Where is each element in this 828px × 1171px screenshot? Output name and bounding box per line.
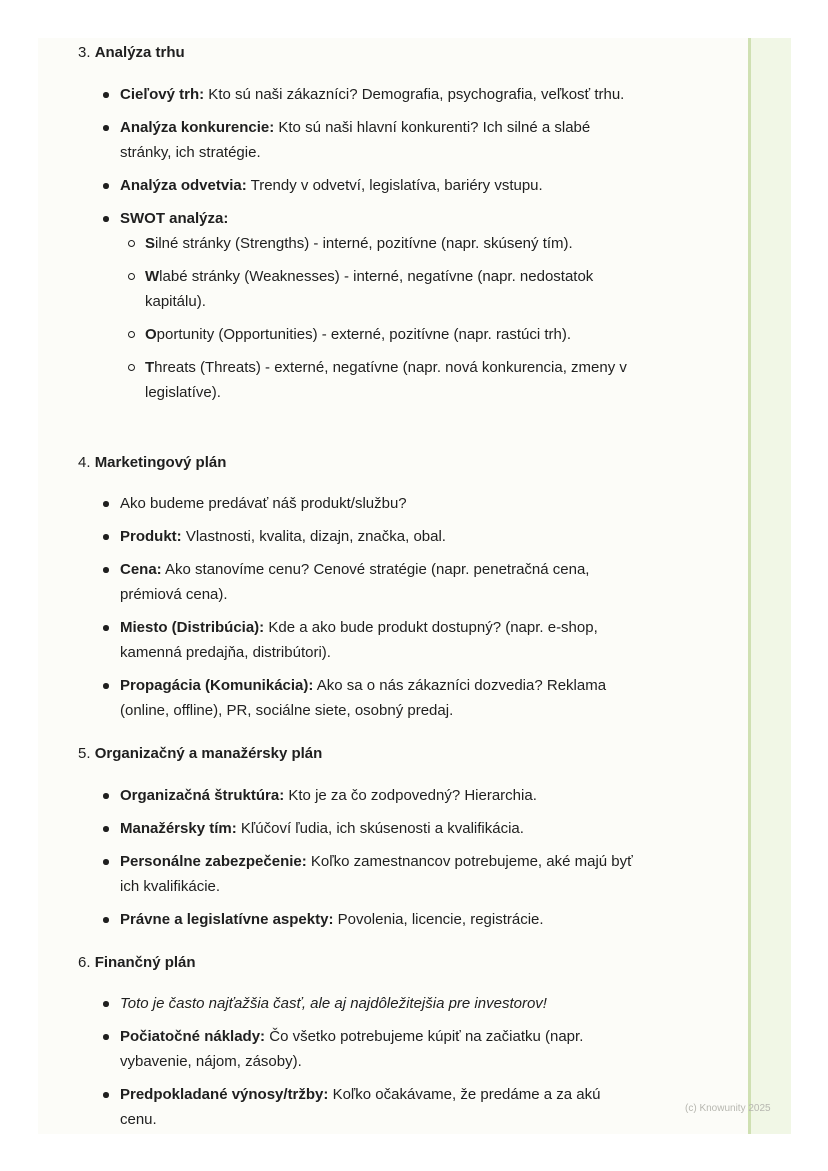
section-title: Marketingový plán bbox=[94, 454, 227, 471]
list-item bbox=[78, 491, 640, 516]
section-list bbox=[78, 82, 678, 413]
list-item bbox=[78, 783, 640, 808]
list-item bbox=[78, 849, 640, 899]
item-text: Ako budeme predávať náš produkt/službu? bbox=[120, 495, 407, 512]
section-title: Analýza trhu bbox=[94, 44, 185, 61]
item-label: Manažérsky tím: bbox=[120, 820, 237, 837]
item-text: Ako sa o nás zákazníci dozvedia? Reklama (online, offline), PR, sociálne siete, osobný predaj. bbox=[120, 677, 607, 719]
document-page bbox=[38, 38, 748, 1134]
sublist-item bbox=[120, 231, 640, 256]
item-label: Propagácia (Komunikácia): bbox=[120, 677, 314, 694]
item-text: Kde a ako bude produkt dostupný? (napr. e-shop, kamenná predajňa, distribútori). bbox=[120, 619, 598, 661]
item-note: Toto je často najťažšia časť, ale aj najdôležitejšia pre investorov! bbox=[120, 995, 547, 1012]
list-item bbox=[78, 115, 640, 165]
list-item bbox=[78, 1082, 640, 1132]
item-text: Vlastnosti, kvalita, dizajn, značka, obal. bbox=[181, 528, 446, 545]
section-heading bbox=[78, 950, 196, 975]
list-item bbox=[78, 206, 640, 405]
section-number: 6. bbox=[78, 954, 91, 971]
item-text: Kto sú naši zákazníci? Demografia, psychografia, veľkosť trhu. bbox=[204, 86, 625, 103]
swot-letter: O bbox=[145, 326, 157, 343]
item-text: Povolenia, licencie, registrácie. bbox=[333, 911, 544, 928]
item-label: Cena: bbox=[120, 561, 162, 578]
item-text: Kto je za čo zodpovedný? Hierarchia. bbox=[284, 787, 537, 804]
item-text: hreats (Threats) - externé, negatívne (napr. nová konkurencia, zmeny v legislatíve). bbox=[145, 359, 627, 401]
swot-letter: T bbox=[145, 359, 155, 376]
list-item bbox=[78, 816, 640, 841]
section-title: Organizačný a manažérsky plán bbox=[94, 745, 323, 762]
section-title: Finančný plán bbox=[94, 954, 196, 971]
section-number: 4. bbox=[78, 454, 91, 471]
section-heading bbox=[78, 450, 226, 475]
sublist-item bbox=[120, 264, 640, 314]
item-label: Cieľový trh: bbox=[120, 86, 205, 103]
item-label: Predpokladané výnosy/tržby: bbox=[120, 1086, 329, 1103]
sublist-item bbox=[120, 355, 640, 405]
list-item bbox=[78, 524, 640, 549]
item-text: Trendy v odvetví, legislatíva, bariéry vstupu. bbox=[246, 177, 543, 194]
item-text: Ako stanovíme cenu? Cenové stratégie (napr. penetračná cena, prémiová cena). bbox=[120, 561, 590, 603]
list-item bbox=[78, 173, 640, 198]
section-list bbox=[78, 491, 678, 731]
list-item bbox=[78, 557, 640, 607]
item-text: Koľko zamestnancov potrebujeme, aké majú byť ich kvalifikácie. bbox=[120, 853, 633, 895]
item-text: labé stránky (Weaknesses) - interné, negatívne (napr. nedostatok kapitálu). bbox=[145, 268, 594, 310]
list-item bbox=[78, 907, 640, 932]
list-item bbox=[78, 991, 640, 1016]
swot-sublist bbox=[120, 231, 640, 405]
item-label: Analýza konkurencie: bbox=[120, 119, 275, 136]
item-label: Počiatočné náklady: bbox=[120, 1028, 266, 1045]
item-text: portunity (Opportunities) - externé, pozitívne (napr. rastúci trh). bbox=[156, 326, 572, 343]
item-label: Organizačná štruktúra: bbox=[120, 787, 285, 804]
item-text: Koľko očakávame, že predáme a za akú cenu. bbox=[120, 1086, 601, 1128]
list-item bbox=[78, 673, 640, 723]
list-item bbox=[78, 615, 640, 665]
item-label: Personálne zabezpečenie: bbox=[120, 853, 307, 870]
swot-letter: S bbox=[145, 235, 156, 252]
copyright-footer: (c) Knowunity 2025 bbox=[685, 1103, 771, 1114]
item-label: Právne a legislatívne aspekty: bbox=[120, 911, 334, 928]
section-number: 3. bbox=[78, 44, 91, 61]
section-list bbox=[78, 783, 678, 940]
swot-letter: W bbox=[145, 268, 160, 285]
item-text: Kľúčoví ľudia, ich skúsenosti a kvalifikácia. bbox=[236, 820, 524, 837]
section-heading bbox=[78, 40, 185, 65]
item-label: Miesto (Distribúcia): bbox=[120, 619, 265, 636]
sublist-item bbox=[120, 322, 640, 347]
item-label: Analýza odvetvia: bbox=[120, 177, 247, 194]
side-strip bbox=[748, 38, 791, 1134]
list-item bbox=[78, 82, 640, 107]
item-text: Kto sú naši hlavní konkurenti? Ich silné a slabé stránky, ich stratégie. bbox=[120, 119, 591, 161]
section-list bbox=[78, 991, 678, 1140]
item-text: ilné stránky (Strengths) - interné, pozitívne (napr. skúsený tím). bbox=[155, 235, 573, 252]
item-label: SWOT analýza: bbox=[120, 210, 229, 227]
section-heading bbox=[78, 741, 322, 766]
list-item bbox=[78, 1024, 640, 1074]
item-label: Produkt: bbox=[120, 528, 182, 545]
section-number: 5. bbox=[78, 745, 91, 762]
item-text: Čo všetko potrebujeme kúpiť na začiatku (napr. vybavenie, nájom, zásoby). bbox=[120, 1028, 584, 1070]
